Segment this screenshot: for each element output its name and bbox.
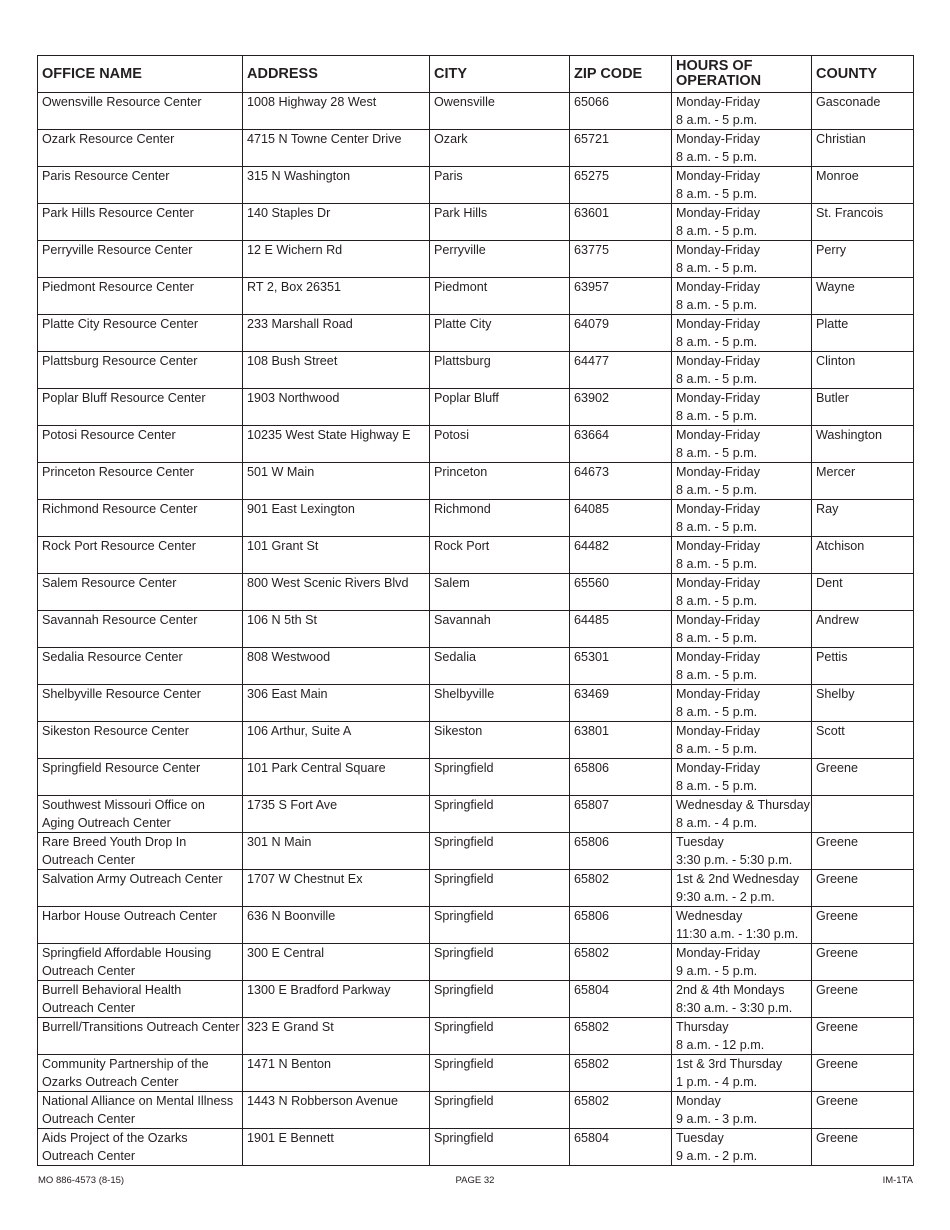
table-row: [38, 500, 914, 537]
table-row: [38, 1129, 914, 1166]
county-cell: Scott: [812, 722, 914, 759]
header-zip-code: ZIP CODE: [570, 56, 672, 93]
zip-code-cell: 63801: [570, 722, 672, 759]
city-cell: Shelbyville: [430, 685, 570, 722]
zip-code-cell: 64485: [570, 611, 672, 648]
address-cell: 106 N 5th St: [243, 611, 430, 648]
zip-code-cell: 65802: [570, 1092, 672, 1129]
office-name-cell: Rare Breed Youth Drop In Outreach Center: [38, 833, 243, 870]
city-cell: Sikeston: [430, 722, 570, 759]
zip-code-cell: 63775: [570, 241, 672, 278]
county-cell: Greene: [812, 1055, 914, 1092]
zip-code-cell: 65802: [570, 1018, 672, 1055]
table-row: [38, 315, 914, 352]
table-row: [38, 981, 914, 1018]
zip-code-cell: 65275: [570, 167, 672, 204]
hours-cell: Monday-Friday 8 a.m. - 5 p.m.: [672, 648, 812, 685]
address-cell: 901 East Lexington: [243, 500, 430, 537]
city-cell: Springfield: [430, 870, 570, 907]
office-name-cell: Piedmont Resource Center: [38, 278, 243, 315]
zip-code-cell: 65806: [570, 833, 672, 870]
address-cell: 233 Marshall Road: [243, 315, 430, 352]
hours-cell: Monday-Friday 8 a.m. - 5 p.m.: [672, 611, 812, 648]
office-name-cell: Platte City Resource Center: [38, 315, 243, 352]
city-cell: Springfield: [430, 1129, 570, 1166]
office-name-cell: Southwest Missouri Office on Aging Outreach Center: [38, 796, 243, 833]
address-cell: 1735 S Fort Ave: [243, 796, 430, 833]
table-row: [38, 611, 914, 648]
office-table: [37, 55, 914, 1166]
city-cell: Owensville: [430, 93, 570, 130]
hours-cell: Monday-Friday 8 a.m. - 5 p.m.: [672, 574, 812, 611]
city-cell: Ozark: [430, 130, 570, 167]
office-name-cell: Princeton Resource Center: [38, 463, 243, 500]
county-cell: Ray: [812, 500, 914, 537]
hours-cell: Monday-Friday 8 a.m. - 5 p.m.: [672, 500, 812, 537]
county-cell: Shelby: [812, 685, 914, 722]
hours-cell: Monday-Friday 8 a.m. - 5 p.m.: [672, 204, 812, 241]
city-cell: Richmond: [430, 500, 570, 537]
zip-code-cell: 64673: [570, 463, 672, 500]
header-office-name: OFFICE NAME: [38, 56, 243, 93]
office-name-cell: Burrell Behavioral Health Outreach Center: [38, 981, 243, 1018]
table-row: [38, 389, 914, 426]
city-cell: Springfield: [430, 796, 570, 833]
county-cell: St. Francois: [812, 204, 914, 241]
header-city: CITY: [430, 56, 570, 93]
county-cell: Mercer: [812, 463, 914, 500]
table-row: [38, 130, 914, 167]
address-cell: 1901 E Bennett: [243, 1129, 430, 1166]
zip-code-cell: 65066: [570, 93, 672, 130]
table-row: [38, 648, 914, 685]
county-cell: Greene: [812, 1129, 914, 1166]
hours-cell: Monday-Friday 8 a.m. - 5 p.m.: [672, 241, 812, 278]
table-row: [38, 241, 914, 278]
county-cell: Gasconade: [812, 93, 914, 130]
zip-code-cell: 65806: [570, 759, 672, 796]
table-row: [38, 722, 914, 759]
county-cell: Greene: [812, 907, 914, 944]
table-row: [38, 1018, 914, 1055]
hours-cell: 1st & 3rd Thursday 1 p.m. - 4 p.m.: [672, 1055, 812, 1092]
address-cell: 315 N Washington: [243, 167, 430, 204]
zip-code-cell: 63601: [570, 204, 672, 241]
address-cell: 1300 E Bradford Parkway: [243, 981, 430, 1018]
county-cell: Greene: [812, 833, 914, 870]
zip-code-cell: 64085: [570, 500, 672, 537]
zip-code-cell: 63957: [570, 278, 672, 315]
hours-cell: Monday-Friday 8 a.m. - 5 p.m.: [672, 352, 812, 389]
address-cell: 301 N Main: [243, 833, 430, 870]
county-cell: Washington: [812, 426, 914, 463]
table-row: [38, 426, 914, 463]
office-name-cell: Ozark Resource Center: [38, 130, 243, 167]
city-cell: Paris: [430, 167, 570, 204]
county-cell: Platte: [812, 315, 914, 352]
office-name-cell: Harbor House Outreach Center: [38, 907, 243, 944]
city-cell: Piedmont: [430, 278, 570, 315]
page-number: PAGE 32: [455, 1175, 495, 1186]
table-row: [38, 204, 914, 241]
office-name-cell: Shelbyville Resource Center: [38, 685, 243, 722]
hours-cell: Tuesday 3:30 p.m. - 5:30 p.m.: [672, 833, 812, 870]
city-cell: Potosi: [430, 426, 570, 463]
county-cell: Wayne: [812, 278, 914, 315]
hours-cell: Monday-Friday 8 a.m. - 5 p.m.: [672, 463, 812, 500]
zip-code-cell: 65804: [570, 981, 672, 1018]
hours-cell: Monday-Friday 8 a.m. - 5 p.m.: [672, 759, 812, 796]
table-row: [38, 1092, 914, 1129]
office-name-cell: Springfield Affordable Housing Outreach Center: [38, 944, 243, 981]
hours-cell: Monday-Friday 8 a.m. - 5 p.m.: [672, 130, 812, 167]
hours-cell: Wednesday 11:30 a.m. - 1:30 p.m.: [672, 907, 812, 944]
office-name-cell: Plattsburg Resource Center: [38, 352, 243, 389]
table-row: [38, 944, 914, 981]
city-cell: Rock Port: [430, 537, 570, 574]
city-cell: Springfield: [430, 1092, 570, 1129]
hours-cell: Tuesday 9 a.m. - 2 p.m.: [672, 1129, 812, 1166]
office-name-cell: Park Hills Resource Center: [38, 204, 243, 241]
office-name-cell: Sikeston Resource Center: [38, 722, 243, 759]
office-name-cell: Community Partnership of the Ozarks Outreach Center: [38, 1055, 243, 1092]
city-cell: Plattsburg: [430, 352, 570, 389]
address-cell: 1471 N Benton: [243, 1055, 430, 1092]
office-name-cell: Sedalia Resource Center: [38, 648, 243, 685]
office-name-cell: Burrell/Transitions Outreach Center: [38, 1018, 243, 1055]
address-cell: 306 East Main: [243, 685, 430, 722]
county-cell: Pettis: [812, 648, 914, 685]
address-cell: 1707 W Chestnut Ex: [243, 870, 430, 907]
city-cell: Sedalia: [430, 648, 570, 685]
county-cell: Greene: [812, 1092, 914, 1129]
zip-code-cell: 65301: [570, 648, 672, 685]
address-cell: 101 Grant St: [243, 537, 430, 574]
address-cell: 106 Arthur, Suite A: [243, 722, 430, 759]
hours-cell: 1st & 2nd Wednesday 9:30 a.m. - 2 p.m.: [672, 870, 812, 907]
city-cell: Savannah: [430, 611, 570, 648]
header-county: COUNTY: [812, 56, 914, 93]
county-cell: Perry: [812, 241, 914, 278]
office-name-cell: Perryville Resource Center: [38, 241, 243, 278]
address-cell: 1443 N Robberson Avenue: [243, 1092, 430, 1129]
hours-cell: Monday 9 a.m. - 3 p.m.: [672, 1092, 812, 1129]
city-cell: Platte City: [430, 315, 570, 352]
address-cell: 501 W Main: [243, 463, 430, 500]
office-name-cell: National Alliance on Mental Illness Outreach Center: [38, 1092, 243, 1129]
hours-cell: Monday-Friday 8 a.m. - 5 p.m.: [672, 722, 812, 759]
zip-code-cell: 65560: [570, 574, 672, 611]
city-cell: Springfield: [430, 981, 570, 1018]
county-cell: Monroe: [812, 167, 914, 204]
table-row: [38, 907, 914, 944]
table-row: [38, 833, 914, 870]
table-body: [38, 93, 914, 1166]
address-cell: 140 Staples Dr: [243, 204, 430, 241]
city-cell: Springfield: [430, 1018, 570, 1055]
county-cell: Christian: [812, 130, 914, 167]
table-row: [38, 1055, 914, 1092]
address-cell: 300 E Central: [243, 944, 430, 981]
hours-cell: Thursday 8 a.m. - 12 p.m.: [672, 1018, 812, 1055]
table-row: [38, 537, 914, 574]
table-row: [38, 278, 914, 315]
city-cell: Springfield: [430, 944, 570, 981]
office-name-cell: Paris Resource Center: [38, 167, 243, 204]
hours-cell: Monday-Friday 8 a.m. - 5 p.m.: [672, 278, 812, 315]
city-cell: Perryville: [430, 241, 570, 278]
address-cell: RT 2, Box 26351: [243, 278, 430, 315]
office-name-cell: Rock Port Resource Center: [38, 537, 243, 574]
address-cell: 101 Park Central Square: [243, 759, 430, 796]
city-cell: Salem: [430, 574, 570, 611]
address-cell: 108 Bush Street: [243, 352, 430, 389]
county-cell: Atchison: [812, 537, 914, 574]
zip-code-cell: 64079: [570, 315, 672, 352]
office-name-cell: Savannah Resource Center: [38, 611, 243, 648]
office-name-cell: Salem Resource Center: [38, 574, 243, 611]
office-name-cell: Salvation Army Outreach Center: [38, 870, 243, 907]
header-address: ADDRESS: [243, 56, 430, 93]
address-cell: 323 E Grand St: [243, 1018, 430, 1055]
office-name-cell: Potosi Resource Center: [38, 426, 243, 463]
office-name-cell: Owensville Resource Center: [38, 93, 243, 130]
address-cell: 636 N Boonville: [243, 907, 430, 944]
hours-cell: Monday-Friday 8 a.m. - 5 p.m.: [672, 685, 812, 722]
office-name-cell: Richmond Resource Center: [38, 500, 243, 537]
city-cell: Springfield: [430, 1055, 570, 1092]
table-row: [38, 870, 914, 907]
zip-code-cell: 65804: [570, 1129, 672, 1166]
zip-code-cell: 65802: [570, 870, 672, 907]
zip-code-cell: 65807: [570, 796, 672, 833]
hours-cell: Monday-Friday 9 a.m. - 5 p.m.: [672, 944, 812, 981]
table-row: [38, 685, 914, 722]
county-cell: Greene: [812, 944, 914, 981]
office-name-cell: Poplar Bluff Resource Center: [38, 389, 243, 426]
city-cell: Springfield: [430, 907, 570, 944]
county-cell: Butler: [812, 389, 914, 426]
table-row: [38, 759, 914, 796]
hours-cell: Monday-Friday 8 a.m. - 5 p.m.: [672, 93, 812, 130]
table-row: [38, 463, 914, 500]
table-row: [38, 352, 914, 389]
zip-code-cell: 65802: [570, 1055, 672, 1092]
table-row: [38, 574, 914, 611]
table-row: [38, 796, 914, 833]
office-name-cell: Aids Project of the Ozarks Outreach Center: [38, 1129, 243, 1166]
form-number: MO 886-4573 (8-15): [38, 1175, 125, 1186]
hours-cell: Monday-Friday 8 a.m. - 5 p.m.: [672, 389, 812, 426]
county-cell: Greene: [812, 870, 914, 907]
address-cell: 12 E Wichern Rd: [243, 241, 430, 278]
zip-code-cell: 63664: [570, 426, 672, 463]
zip-code-cell: 64477: [570, 352, 672, 389]
header-hours-of-operation: HOURS OF OPERATION: [672, 56, 812, 93]
county-cell: Dent: [812, 574, 914, 611]
zip-code-cell: 63902: [570, 389, 672, 426]
county-cell: Greene: [812, 759, 914, 796]
hours-cell: Monday-Friday 8 a.m. - 5 p.m.: [672, 426, 812, 463]
city-cell: Springfield: [430, 833, 570, 870]
city-cell: Springfield: [430, 759, 570, 796]
hours-cell: Monday-Friday 8 a.m. - 5 p.m.: [672, 167, 812, 204]
table-row: [38, 167, 914, 204]
office-name-cell: Springfield Resource Center: [38, 759, 243, 796]
zip-code-cell: 63469: [570, 685, 672, 722]
county-cell: Greene: [812, 981, 914, 1018]
address-cell: 4715 N Towne Center Drive: [243, 130, 430, 167]
table-header-row: [38, 56, 914, 93]
zip-code-cell: 65802: [570, 944, 672, 981]
zip-code-cell: 65721: [570, 130, 672, 167]
county-cell: Greene: [812, 1018, 914, 1055]
hours-cell: Monday-Friday 8 a.m. - 5 p.m.: [672, 315, 812, 352]
city-cell: Poplar Bluff: [430, 389, 570, 426]
zip-code-cell: 64482: [570, 537, 672, 574]
county-cell: Andrew: [812, 611, 914, 648]
zip-code-cell: 65806: [570, 907, 672, 944]
hours-cell: Monday-Friday 8 a.m. - 5 p.m.: [672, 537, 812, 574]
table-row: [38, 93, 914, 130]
hours-cell: 2nd & 4th Mondays 8:30 a.m. - 3:30 p.m.: [672, 981, 812, 1018]
city-cell: Princeton: [430, 463, 570, 500]
city-cell: Park Hills: [430, 204, 570, 241]
form-code: IM-1TA: [882, 1175, 913, 1186]
address-cell: 1903 Northwood: [243, 389, 430, 426]
address-cell: 1008 Highway 28 West: [243, 93, 430, 130]
county-cell: [812, 796, 914, 833]
address-cell: 10235 West State Highway E: [243, 426, 430, 463]
address-cell: 800 West Scenic Rivers Blvd: [243, 574, 430, 611]
hours-cell: Wednesday & Thursday 8 a.m. - 4 p.m.: [672, 796, 812, 833]
county-cell: Clinton: [812, 352, 914, 389]
address-cell: 808 Westwood: [243, 648, 430, 685]
